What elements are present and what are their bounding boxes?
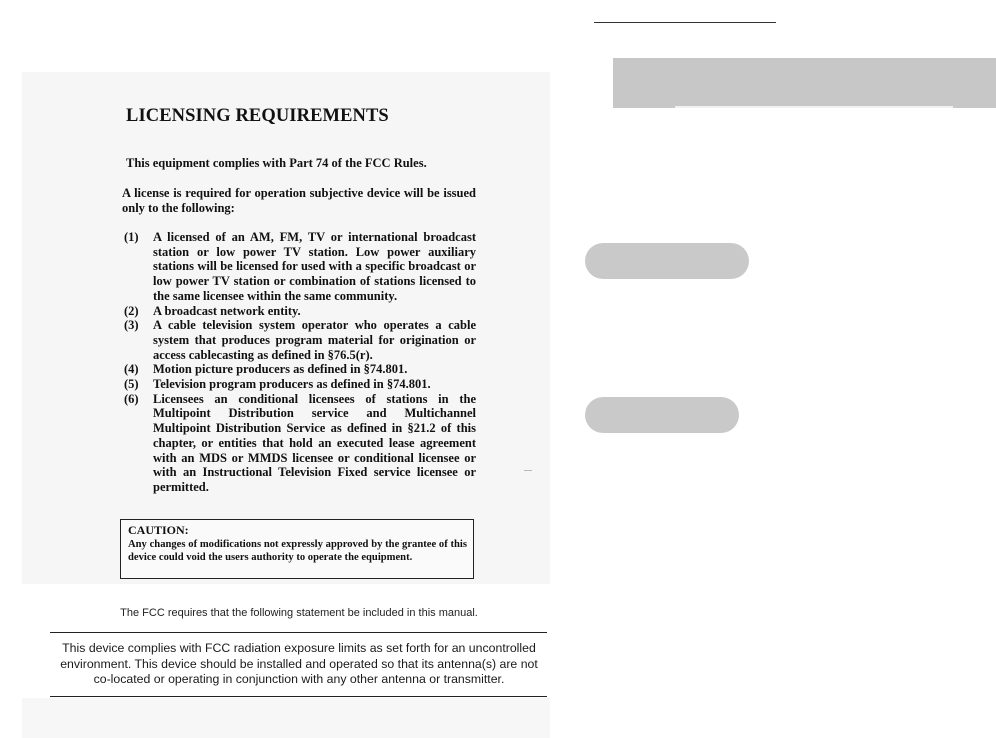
placeholder-pill: [585, 397, 739, 433]
list-item-text: A licensed of an AM, FM, TV or international broadcast station or low power TV station. Low power auxiliary stations will be licensed for used with a specific broadcast or low power TV station or combination of stations licensed to the same licensee within the same community.: [153, 230, 476, 303]
scanned-page-footer: [22, 698, 550, 738]
list-item-number: (4): [124, 362, 139, 377]
fcc-statement: This device complies with FCC radiation exposure limits as set forth for an uncontrolled environment. This device should be installed and operated so that its antenna(s) are not co-located or operating in conjunction with any other antenna or transmitter.: [60, 641, 538, 686]
placeholder-banner-line: [675, 106, 953, 108]
list-item: [100, 230, 476, 304]
license-intro-text: A license is required for operation subjective device will be issued only to the following:: [122, 186, 476, 215]
list-item: [100, 318, 476, 362]
list-item-number: (6): [124, 391, 139, 406]
scan-artifact: [524, 470, 532, 471]
list-item-number: (5): [124, 377, 139, 392]
list-item-number: (1): [124, 230, 139, 244]
divider-bottom: [50, 696, 547, 697]
list-item-text: Television program producers as defined in §74.801.: [153, 377, 431, 392]
placeholder-banner: [613, 58, 996, 108]
list-item-text: A broadcast network entity.: [153, 303, 301, 318]
requirements-list: [100, 230, 476, 495]
list-item: [100, 304, 476, 319]
placeholder-pill: [585, 243, 749, 279]
caution-box: [120, 519, 474, 579]
list-item-number: (3): [124, 318, 139, 333]
list-item: [100, 377, 476, 392]
list-item-number: (2): [124, 303, 139, 318]
divider-top: [50, 632, 547, 633]
list-item: [100, 362, 476, 377]
fcc-note: The FCC requires that the following statement be included in this manual.: [120, 607, 478, 619]
compliance-line: This equipment complies with Part 74 of the FCC Rules.: [126, 156, 427, 170]
list-item-text: Licensees an conditional licensees of stations in the Multipoint Distribution service and Multichannel Multipoint Distribution Service as defined in §21.2 of this chapter, or entities that hold an executed lease agreement with an MDS or MMDS licensee or conditional licensee or with an Instructional Television Fixed service licensee or permitted.: [153, 391, 476, 494]
caution-text: Any changes of modifications not expressly approved by the grantee of this device could void the users authority to operate the equipment.: [128, 538, 467, 563]
caution-title: CAUTION:: [128, 523, 189, 537]
header-rule: [594, 22, 776, 23]
list-item-text: Motion picture producers as defined in §74.801.: [153, 362, 408, 377]
list-item-text: A cable television system operator who operates a cable system that produces program material for origination or access cablecasting as defined in §76.5(r).: [153, 318, 476, 362]
list-item: [100, 392, 476, 495]
page-title: LICENSING REQUIREMENTS: [126, 106, 389, 126]
license-intro: [100, 186, 476, 215]
